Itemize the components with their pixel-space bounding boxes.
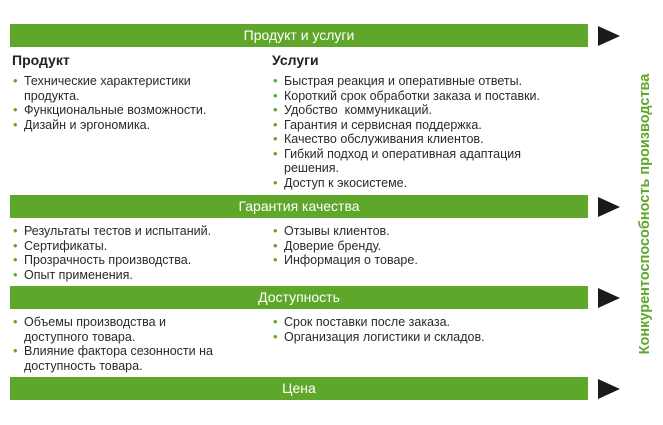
band-quality: Гарантия качества xyxy=(10,195,588,218)
list-item: • Удобство коммуникаций. xyxy=(272,103,582,118)
list-item: • Влияние фактора сезонности на доступность товара. xyxy=(12,344,239,373)
list-item: • Дизайн и эргономика. xyxy=(12,118,262,133)
availability-right-list xyxy=(272,315,582,344)
services-column xyxy=(272,52,582,190)
list-item: • Прозрачность производства. xyxy=(12,253,267,268)
services-list xyxy=(272,74,582,190)
product-list xyxy=(12,74,262,132)
list-item: • Организация логистики и складов. xyxy=(272,330,582,345)
list-item: • Гарантия и сервисная поддержка. xyxy=(272,118,582,133)
product-column xyxy=(12,52,262,132)
list-item: • Отзывы клиентов. xyxy=(272,224,582,239)
list-item: • Сертификаты. xyxy=(12,239,267,254)
quality-right-list xyxy=(272,224,582,268)
services-heading: Услуги xyxy=(272,52,319,68)
list-item: • Короткий срок обработки заказа и поставки. xyxy=(272,89,582,104)
list-item: • Срок поставки после заказа. xyxy=(272,315,582,330)
arrow-right-icon xyxy=(598,379,620,399)
list-item: • Результаты тестов и испытаний. xyxy=(12,224,267,239)
list-item: • Информация о товаре. xyxy=(272,253,582,268)
band-availability: Доступность xyxy=(10,286,588,309)
arrow-right-icon xyxy=(598,197,620,217)
product-heading: Продукт xyxy=(12,52,70,68)
side-label xyxy=(634,8,656,420)
list-item: • Качество обслуживания клиентов. xyxy=(272,132,582,147)
band-product-services: Продукт и услуги xyxy=(10,24,588,47)
list-item: • Быстрая реакция и оперативные ответы. xyxy=(272,74,582,89)
list-item: • Функциональные возможности. xyxy=(12,103,262,118)
list-item: • Опыт применения. xyxy=(12,268,267,283)
side-label-text: Конкурентоспособность производства xyxy=(637,73,653,355)
arrow-right-icon xyxy=(598,288,620,308)
arrow-right-icon xyxy=(598,26,620,46)
list-item: • Технические характеристики продукта. xyxy=(12,74,234,103)
list-item: • Доверие бренду. xyxy=(272,239,582,254)
band-price: Цена xyxy=(10,377,588,400)
quality-left-list xyxy=(12,224,267,282)
availability-left-list xyxy=(12,315,242,373)
list-item: • Гибкий подход и оперативная адаптация решения. xyxy=(272,147,569,176)
list-item: • Доступ к экосистеме. xyxy=(272,176,582,191)
list-item: • Объемы производства и доступного товара. xyxy=(12,315,194,344)
